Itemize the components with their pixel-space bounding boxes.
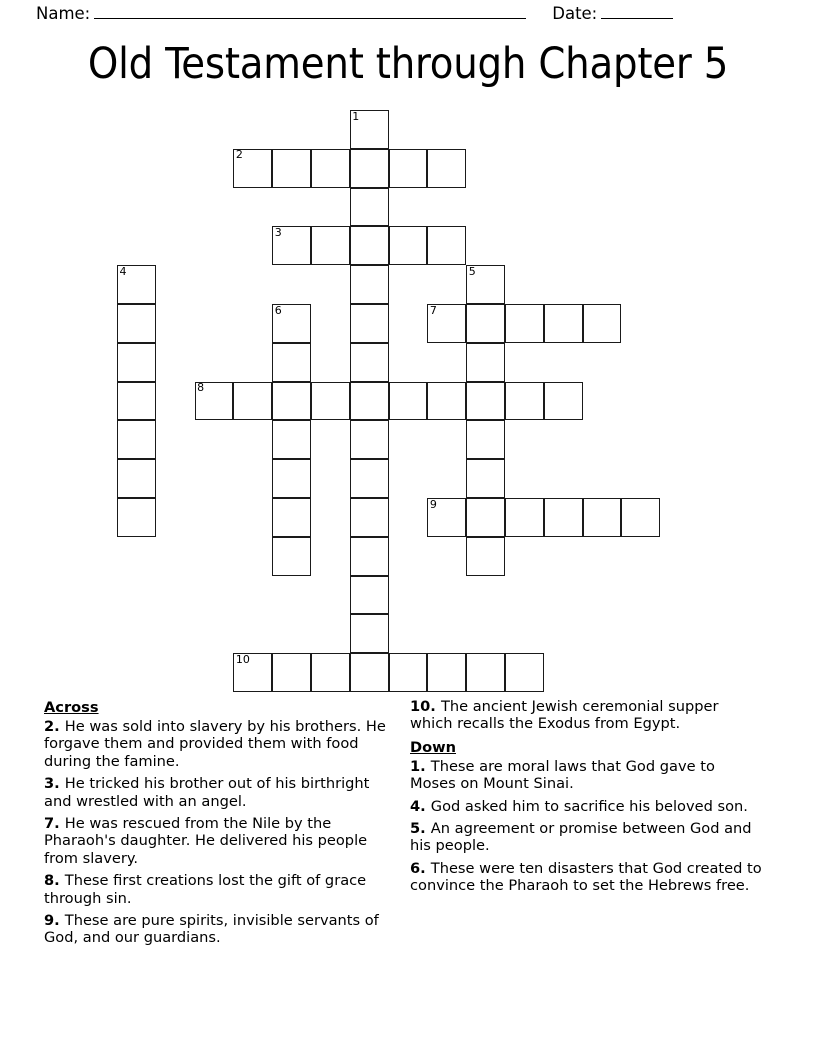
- clue-text: He was rescued from the Nile by the Pharaoh's daughter. He delivered his people from slavery.: [44, 815, 368, 867]
- crossword-cell[interactable]: [466, 343, 505, 382]
- crossword-cell[interactable]: [505, 498, 544, 537]
- crossword-cell[interactable]: [117, 420, 156, 459]
- clue-text: These first creations lost the gift of grace through sin.: [44, 872, 367, 907]
- clue-number: 4.: [410, 797, 431, 815]
- crossword-cell[interactable]: [466, 653, 505, 692]
- crossword-cell[interactable]: [466, 498, 505, 537]
- crossword-cell[interactable]: [505, 382, 544, 421]
- crossword-cell[interactable]: [350, 304, 389, 343]
- down-heading: Down: [410, 738, 457, 756]
- crossword-cell[interactable]: [233, 382, 272, 421]
- crossword-cell[interactable]: [350, 614, 389, 653]
- clue-text: These are pure spirits, invisible servants of God, and our guardians.: [44, 912, 379, 947]
- crossword-cell[interactable]: [466, 420, 505, 459]
- down-clue-list: [410, 758, 762, 895]
- crossword-cell[interactable]: [272, 498, 311, 537]
- cell-number-9: 9: [429, 497, 437, 511]
- clue-number: 5.: [410, 820, 431, 838]
- cell-number-3: 3: [274, 225, 282, 239]
- clue-across-9: [44, 912, 396, 947]
- clue-down-5: [410, 820, 762, 855]
- clue-number: 3.: [44, 775, 65, 793]
- crossword-cell[interactable]: [311, 149, 350, 188]
- crossword-cell[interactable]: [272, 382, 311, 421]
- crossword-cell[interactable]: [350, 188, 389, 227]
- clue-across-7: [44, 815, 396, 867]
- clue-across-3: [44, 775, 396, 810]
- cell-number-1: 1: [352, 109, 360, 123]
- crossword-cell[interactable]: [505, 304, 544, 343]
- crossword-cell-start-6[interactable]: [272, 304, 311, 343]
- cell-number-10: 10: [235, 652, 250, 666]
- crossword-cell[interactable]: [117, 459, 156, 498]
- crossword-cell-start-5[interactable]: [466, 265, 505, 304]
- clue-number: 6.: [410, 859, 431, 877]
- crossword-cell[interactable]: [389, 226, 428, 265]
- crossword-cell-start-9[interactable]: [427, 498, 466, 537]
- crossword-cell[interactable]: [583, 498, 622, 537]
- crossword-cell[interactable]: [389, 149, 428, 188]
- crossword-cell[interactable]: [544, 498, 583, 537]
- crossword-cell[interactable]: [272, 420, 311, 459]
- clue-number: 7.: [44, 815, 65, 833]
- clue-number: 9.: [44, 912, 65, 930]
- crossword-cell[interactable]: [427, 653, 466, 692]
- clue-down-4: [410, 798, 762, 815]
- crossword-cell-start-3[interactable]: [272, 226, 311, 265]
- crossword-cell-start-2[interactable]: [233, 149, 272, 188]
- crossword-cell[interactable]: [272, 149, 311, 188]
- crossword-cell[interactable]: [350, 149, 389, 188]
- crossword-cell-start-1[interactable]: [350, 110, 389, 149]
- cell-number-7: 7: [429, 303, 437, 317]
- clue-across-10: [410, 698, 762, 733]
- clue-text: He tricked his brother out of his birthright and wrestled with an angel.: [44, 775, 370, 810]
- crossword-cell[interactable]: [505, 653, 544, 692]
- clue-number: 8.: [44, 872, 65, 890]
- crossword-cell[interactable]: [621, 498, 660, 537]
- cell-number-8: 8: [197, 381, 205, 395]
- clue-text: An agreement or promise between God and his people.: [410, 820, 752, 855]
- name-label: Name:: [36, 4, 91, 23]
- crossword-cell[interactable]: [350, 459, 389, 498]
- crossword-cell[interactable]: [583, 304, 622, 343]
- across-heading: Across: [44, 699, 99, 716]
- crossword-cell[interactable]: [311, 226, 350, 265]
- crossword-cell[interactable]: [350, 265, 389, 304]
- crossword-cell[interactable]: [466, 459, 505, 498]
- crossword-cell[interactable]: [117, 304, 156, 343]
- crossword-cell[interactable]: [350, 420, 389, 459]
- crossword-cell[interactable]: [311, 382, 350, 421]
- crossword-cell[interactable]: [466, 382, 505, 421]
- clue-number: 10.: [410, 698, 441, 715]
- crossword-cell[interactable]: [427, 149, 466, 188]
- crossword-cell[interactable]: [117, 382, 156, 421]
- clue-across-8: [44, 872, 396, 907]
- crossword-cell[interactable]: [350, 226, 389, 265]
- clue-down-1: [410, 758, 762, 793]
- across-clue-list: [44, 718, 396, 947]
- crossword-cell[interactable]: [350, 653, 389, 692]
- clue-text: The ancient Jewish ceremonial supper which recalls the Exodus from Egypt.: [410, 698, 719, 733]
- crossword-cell[interactable]: [389, 382, 428, 421]
- clue-text: God asked him to sacrifice his beloved son.: [430, 797, 748, 815]
- cell-number-5: 5: [468, 264, 476, 278]
- crossword-cell[interactable]: [427, 382, 466, 421]
- crossword-cell[interactable]: [117, 343, 156, 382]
- crossword-cell[interactable]: [272, 343, 311, 382]
- crossword-cell[interactable]: [350, 576, 389, 615]
- clue-text: These are moral laws that God gave to Moses on Mount Sinai.: [410, 757, 715, 793]
- clue-number: 2.: [44, 718, 65, 735]
- clue-number: 1.: [410, 757, 431, 775]
- cell-number-4: 4: [119, 264, 127, 278]
- clues-column-left: [44, 698, 396, 952]
- crossword-cell[interactable]: [544, 382, 583, 421]
- clues-section: [0, 698, 816, 1028]
- crossword-cell-start-8[interactable]: [195, 382, 234, 421]
- crossword-cell[interactable]: [311, 653, 350, 692]
- crossword-cell[interactable]: [466, 537, 505, 576]
- crossword-cell-start-10[interactable]: [233, 653, 272, 692]
- crossword-cell-start-7[interactable]: [427, 304, 466, 343]
- crossword-cell[interactable]: [272, 653, 311, 692]
- crossword-cell[interactable]: [350, 498, 389, 537]
- clues-column-right: [410, 698, 762, 900]
- crossword-cell[interactable]: [389, 653, 428, 692]
- crossword-cell[interactable]: [427, 226, 466, 265]
- across-clue-list-continued: [410, 698, 762, 733]
- crossword-cell[interactable]: [350, 382, 389, 421]
- cell-number-2: 2: [235, 148, 243, 162]
- date-label: Date:: [552, 4, 598, 23]
- crossword-cell[interactable]: [350, 343, 389, 382]
- crossword-cell[interactable]: [350, 537, 389, 576]
- crossword-cell[interactable]: [272, 537, 311, 576]
- clue-text: He was sold into slavery by his brothers. He forgave them and provided them with food during the famine.: [44, 718, 386, 770]
- crossword-cell[interactable]: [466, 304, 505, 343]
- clue-text: These were ten disasters that God created to convince the Pharaoh to set the Hebrews free.: [410, 859, 762, 895]
- crossword-cell[interactable]: [544, 304, 583, 343]
- page-title: Old Testament through Chapter 5: [87, 39, 729, 89]
- clue-down-6: [410, 860, 762, 895]
- crossword-cell-start-4[interactable]: [117, 265, 156, 304]
- cell-number-6: 6: [274, 303, 282, 317]
- crossword-cell[interactable]: [272, 459, 311, 498]
- clue-across-2: [44, 718, 396, 770]
- crossword-cell[interactable]: [117, 498, 156, 537]
